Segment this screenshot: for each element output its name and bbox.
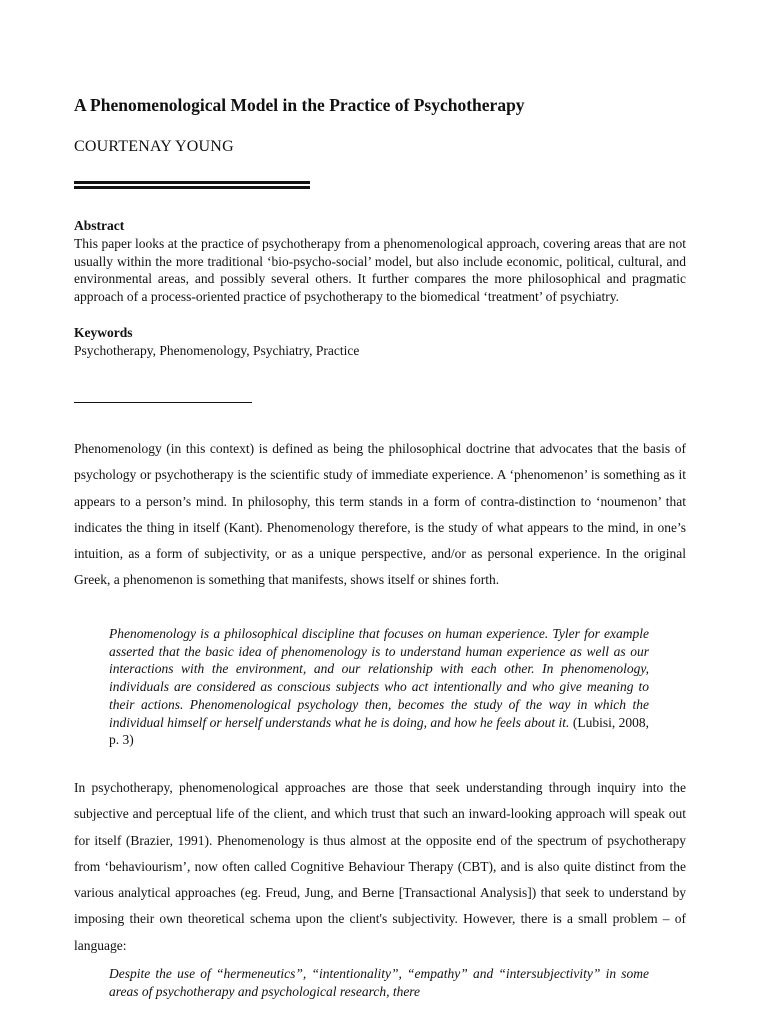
- rule-line-top: [74, 181, 310, 184]
- abstract-text: This paper looks at the practice of psychotherapy from a phenomenological approach, covering areas that are not usually within the more traditional ‘bio-psycho-social’ model, but also include economic, political, cultural, and environmental areas, and possibly several others. It further compares the more philosophical and pragmatic approach of a process-oriented practice of psychotherapy to the biomedical ‘treatment’ of psychiatry.: [74, 236, 686, 304]
- keywords-text: Psychotherapy, Phenomenology, Psychiatry, Practice: [74, 343, 360, 358]
- author-name: COURTENAY YOUNG: [74, 138, 234, 155]
- rule-line-bottom: [74, 186, 310, 189]
- double-rule-divider: [74, 181, 310, 189]
- abstract-heading: Abstract: [74, 218, 125, 233]
- block-quote-2: [109, 965, 649, 1000]
- block-quote-2-text: Despite the use of “hermeneutics”, “intentionality”, “empathy” and “intersubjectivity” in some areas of psychotherapy and psychological research, there: [109, 966, 649, 999]
- block-quote-1-citation: (Lubisi, 2008, p. 3): [109, 714, 649, 748]
- body-paragraph-1: Phenomenology (in this context) is defined as being the philosophical doctrine that advocates that the basis of psychology or psychotherapy is the scientific study of immediate experience. A ‘phenomenon’ is something as it appears to a person’s mind. In philosophy, this term stands in a form of contra-distinction to ‘noumenon’ that indicates the thing in itself (Kant). Phenomenology therefore, is the study of what appears to the mind, in one’s intuition, as a form of subjectivity, or as a unique perspective, and/or as personal experience. In the original Greek, a phenomenon is something that manifests, shows itself or shines forth.: [74, 441, 686, 588]
- section-divider: [74, 402, 252, 403]
- body-paragraph-2: In psychotherapy, phenomenological approaches are those that seek understanding through inquiry into the subjective and perceptual life of the client, and which trust that such an inward-looking approach will speak out for itself (Brazier, 1991). Phenomenology is thus almost at the opposite end of the spectrum of psychotherapy from ‘behaviourism’, now often called Cognitive Behaviour Therapy (CBT), and is also quite distinct from the various analytical approaches (eg. Freud, Jung, and Berne [Transactional Analysis]) that seek to understand by imposing their own theoretical schema upon the client's subjectivity. However, there is a small problem – of language:: [74, 780, 686, 953]
- document-title: A Phenomenological Model in the Practice of Psychotherapy: [74, 95, 525, 115]
- block-quote-1: [109, 625, 649, 749]
- block-quote-1-text: Phenomenology is a philosophical discipline that focuses on human experience. Tyler for example asserted that the basic idea of phenomenology is to understand human experience as well as our interactions with the environment, and our relationship with each other. In phenomenology, individuals are considered as conscious subjects who act intentionally and who give meaning to their actions. Phenomenological psychology then, becomes the study of the way in which the individual himself or herself understands what he is doing, and how he feels about it.: [109, 626, 649, 730]
- keywords-heading: Keywords: [74, 325, 133, 340]
